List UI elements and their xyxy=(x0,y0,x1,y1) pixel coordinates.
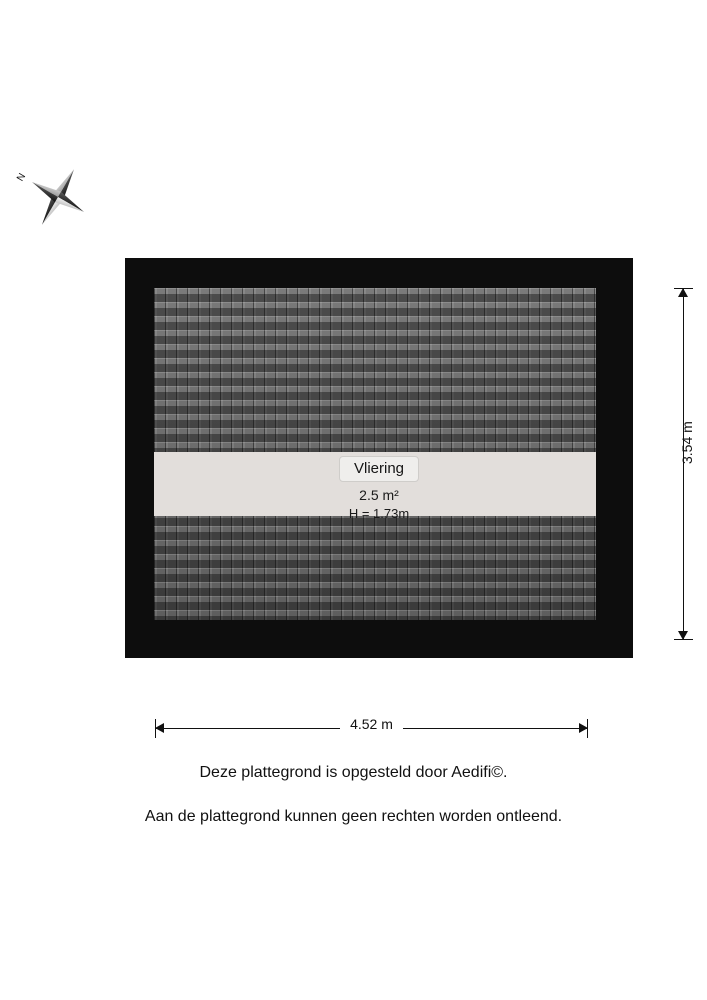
compass-rose-icon xyxy=(18,160,94,230)
floor-plan xyxy=(125,258,633,658)
compass-rose xyxy=(15,160,94,230)
compass-north-label: N xyxy=(15,171,29,184)
room-area-label: 2.5 m² xyxy=(359,487,399,503)
dimension-vertical xyxy=(668,288,707,640)
dimension-horizontal-label-wrap xyxy=(155,716,588,732)
footer-disclaimer-line: Aan de plattegrond kunnen geen rechten worden ontleend. xyxy=(144,808,563,825)
room-height-label: H = 1.73m xyxy=(348,506,410,521)
dimension-vertical-label: 3.54 m xyxy=(679,421,695,464)
room-name-label: Vliering xyxy=(339,456,419,482)
dimension-horizontal xyxy=(155,712,588,746)
dimension-horizontal-label: 4.52 m xyxy=(340,716,403,732)
footer-credit-line: Deze plattegrond is opgesteld door Aedifi©. xyxy=(199,764,508,781)
footer xyxy=(0,762,707,828)
dimension-vertical-line xyxy=(683,288,684,640)
arrow-up-icon xyxy=(678,288,688,297)
room-label-group xyxy=(125,456,633,521)
arrow-down-icon xyxy=(678,631,688,640)
